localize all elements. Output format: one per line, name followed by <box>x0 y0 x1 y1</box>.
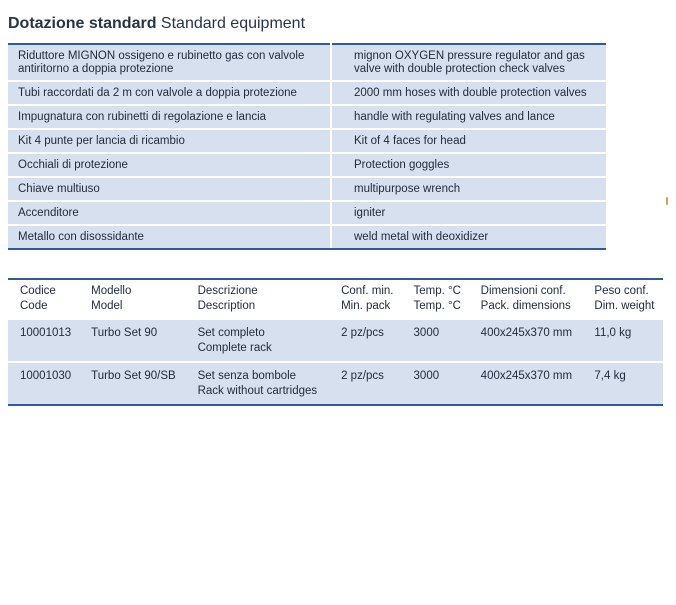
equipment-item-en: multipurpose wrench <box>331 177 606 201</box>
equipment-item-en: Kit of 4 faces for head <box>331 129 606 153</box>
cell-model: Turbo Set 90/SB <box>79 362 186 405</box>
equipment-item-it: Occhiali di protezione <box>8 153 331 177</box>
cell-model: Turbo Set 90 <box>79 319 186 362</box>
header-dimensions: Dimensioni conf. Pack. dimensions <box>469 279 583 319</box>
equipment-row <box>8 44 606 81</box>
header-temp: Temp. °C Temp. °C <box>402 279 469 319</box>
cell-weight: 7,4 kg <box>582 362 663 405</box>
cell-dimensions: 400x245x370 mm <box>469 319 583 362</box>
product-header-row <box>8 279 663 319</box>
header-weight: Peso conf. Dim. weight <box>582 279 663 319</box>
equipment-row <box>8 81 606 105</box>
equipment-item-it: Tubi raccordati da 2 m con valvole a doppia protezione <box>8 81 331 105</box>
equipment-row <box>8 225 606 249</box>
equipment-item-en: 2000 mm hoses with double protection valves <box>331 81 606 105</box>
product-row <box>8 319 663 362</box>
equipment-row <box>8 153 606 177</box>
standard-equipment-table <box>8 43 606 250</box>
header-code: Codice Code <box>8 279 79 319</box>
header-description: Descrizione Description <box>186 279 329 319</box>
equipment-item-en: weld metal with deoxidizer <box>331 225 606 249</box>
equipment-row <box>8 201 606 225</box>
header-min-pack: Conf. min. Min. pack <box>329 279 401 319</box>
equipment-item-it: Chiave multiuso <box>8 177 331 201</box>
cell-temp: 3000 <box>402 319 469 362</box>
equipment-item-it: Riduttore MIGNON ossigeno e rubinetto gas con valvole antiritorno a doppia protezione <box>8 44 331 81</box>
edge-mark <box>666 197 668 205</box>
cell-description: Set senza bombole Rack without cartridges <box>186 362 329 405</box>
equipment-item-it: Kit 4 punte per lancia di ricambio <box>8 129 331 153</box>
header-model: Modello Model <box>79 279 186 319</box>
cell-pack: 2 pz/pcs <box>329 362 401 405</box>
cell-weight: 11,0 kg <box>582 319 663 362</box>
cell-description: Set completo Complete rack <box>186 319 329 362</box>
equipment-item-it: Impugnatura con rubinetti di regolazione e lancia <box>8 105 331 129</box>
equipment-item-it: Metallo con disossidante <box>8 225 331 249</box>
equipment-item-en: mignon OXYGEN pressure regulator and gas valve with double protection check valves <box>331 44 606 81</box>
cell-code: 10001030 <box>8 362 79 405</box>
equipment-row <box>8 129 606 153</box>
cell-pack: 2 pz/pcs <box>329 319 401 362</box>
equipment-item-en: handle with regulating valves and lance <box>331 105 606 129</box>
section-title <box>8 15 305 33</box>
title-english: Standard equipment <box>160 15 306 32</box>
equipment-row <box>8 105 606 129</box>
title-italian: Dotazione standard <box>8 15 157 32</box>
equipment-row <box>8 177 606 201</box>
product-row <box>8 362 663 405</box>
product-table <box>8 278 663 406</box>
equipment-item-en: igniter <box>331 201 606 225</box>
cell-code: 10001013 <box>8 319 79 362</box>
cell-temp: 3000 <box>402 362 469 405</box>
equipment-item-it: Accenditore <box>8 201 331 225</box>
equipment-item-en: Protection goggles <box>331 153 606 177</box>
cell-dimensions: 400x245x370 mm <box>469 362 583 405</box>
